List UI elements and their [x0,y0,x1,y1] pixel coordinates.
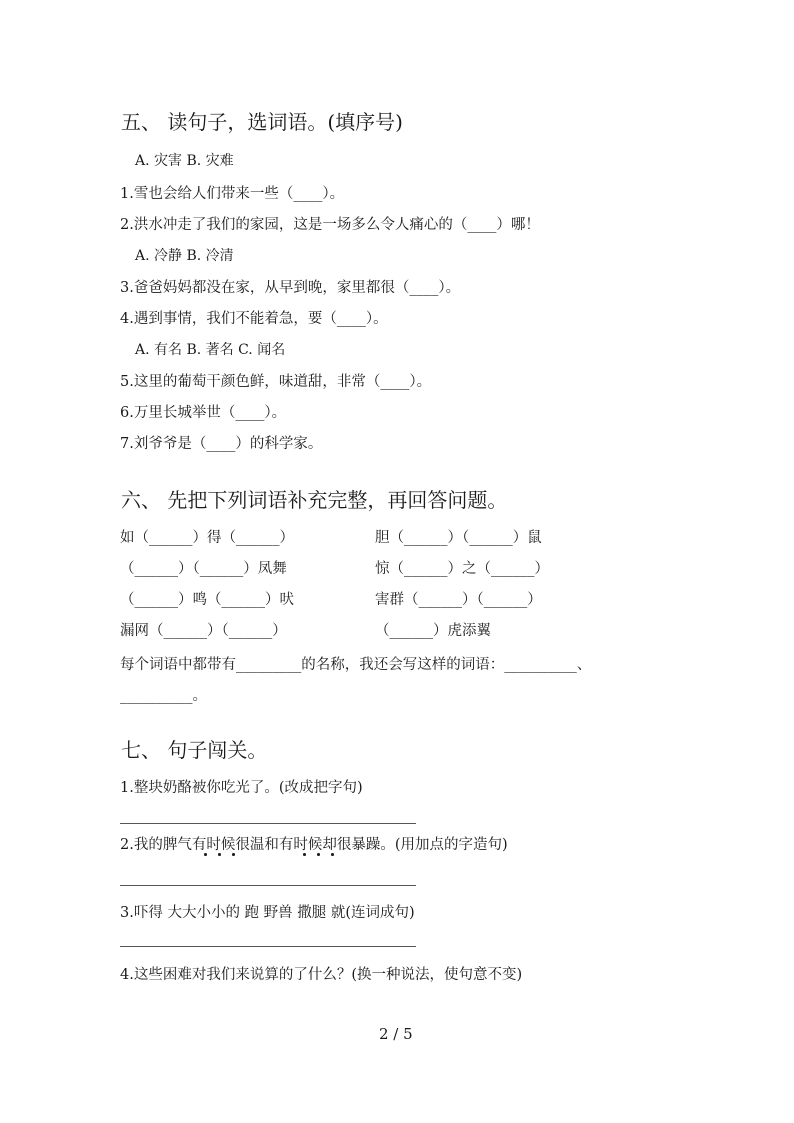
idiom-row2-col1: （______）（______）凤舞 [120,561,287,577]
section6-title: 六、 先把下列词语补充完整，再回答问题。 [121,488,508,512]
section6-question-line2: __________。 [120,688,207,704]
section5-question-2: 2.洪水冲走了我们的家园，这是一场多么令人痛心的（____）哪！ [120,217,540,233]
page-number: 2 / 5 [379,1025,413,1043]
section7-question-2: 2.我的脾气有时候很温和有时候却很暴躁。(用加点的字造句) [120,837,508,853]
idiom-row3-col2: 害群（______）（______） [375,592,542,608]
answer-line-3 [120,946,416,947]
section5-question-4: 4.遇到事情，我们不能着急，要（____）。 [120,311,388,327]
section7-title: 七、 句子闯关。 [121,738,268,762]
section5-question-1: 1.雪也会给人们带来一些（____）。 [120,186,345,202]
section6-question-line1: 每个词语中都带有_________的名称，我还会写这样的词语：__________、 [120,657,592,673]
idiom-row1-col1: 如（______）得（______） [120,530,294,546]
section5-options-3: A. 有名 B. 著名 C. 闻名 [135,342,286,358]
section5-question-5: 5.这里的葡萄干颜色鲜，味道甜，非常（____）。 [120,374,432,390]
section5-options-2: A. 冷静 B. 冷清 [135,248,234,264]
idiom-row2-col2: 惊（______）之（______） [375,561,549,577]
section7-question-4: 4.这些困难对我们来说算的了什么？(换一种说法，使句意不变) [120,967,523,983]
answer-line-1 [120,823,416,824]
idiom-row3-col1: （______）鸣（______）吠 [120,592,294,608]
section5-question-3: 3.爸爸妈妈都没在家，从早到晚，家里都很（____）。 [120,280,461,296]
idiom-row4-col1: 漏网（______）（______） [120,623,287,639]
section5-options-1: A. 灾害 B. 灾难 [135,153,234,169]
section5-question-7: 7.刘爷爷是（____）的科学家。 [120,436,323,452]
idiom-row4-col2: （______）虎添翼 [375,623,491,639]
section5-title: 五、 读句子，选词语。(填序号) [121,110,403,134]
section7-question-3: 3.吓得 大大小小的 跑 野兽 撒腿 就(连词成句) [120,905,415,921]
idiom-row1-col2: 胆（______）（______）鼠 [375,530,542,546]
answer-line-2 [120,885,416,886]
section5-question-6: 6.万里长城举世（____）。 [120,405,287,421]
section7-question-1: 1.整块奶酪被你吃光了。(改成把字句) [120,780,363,796]
